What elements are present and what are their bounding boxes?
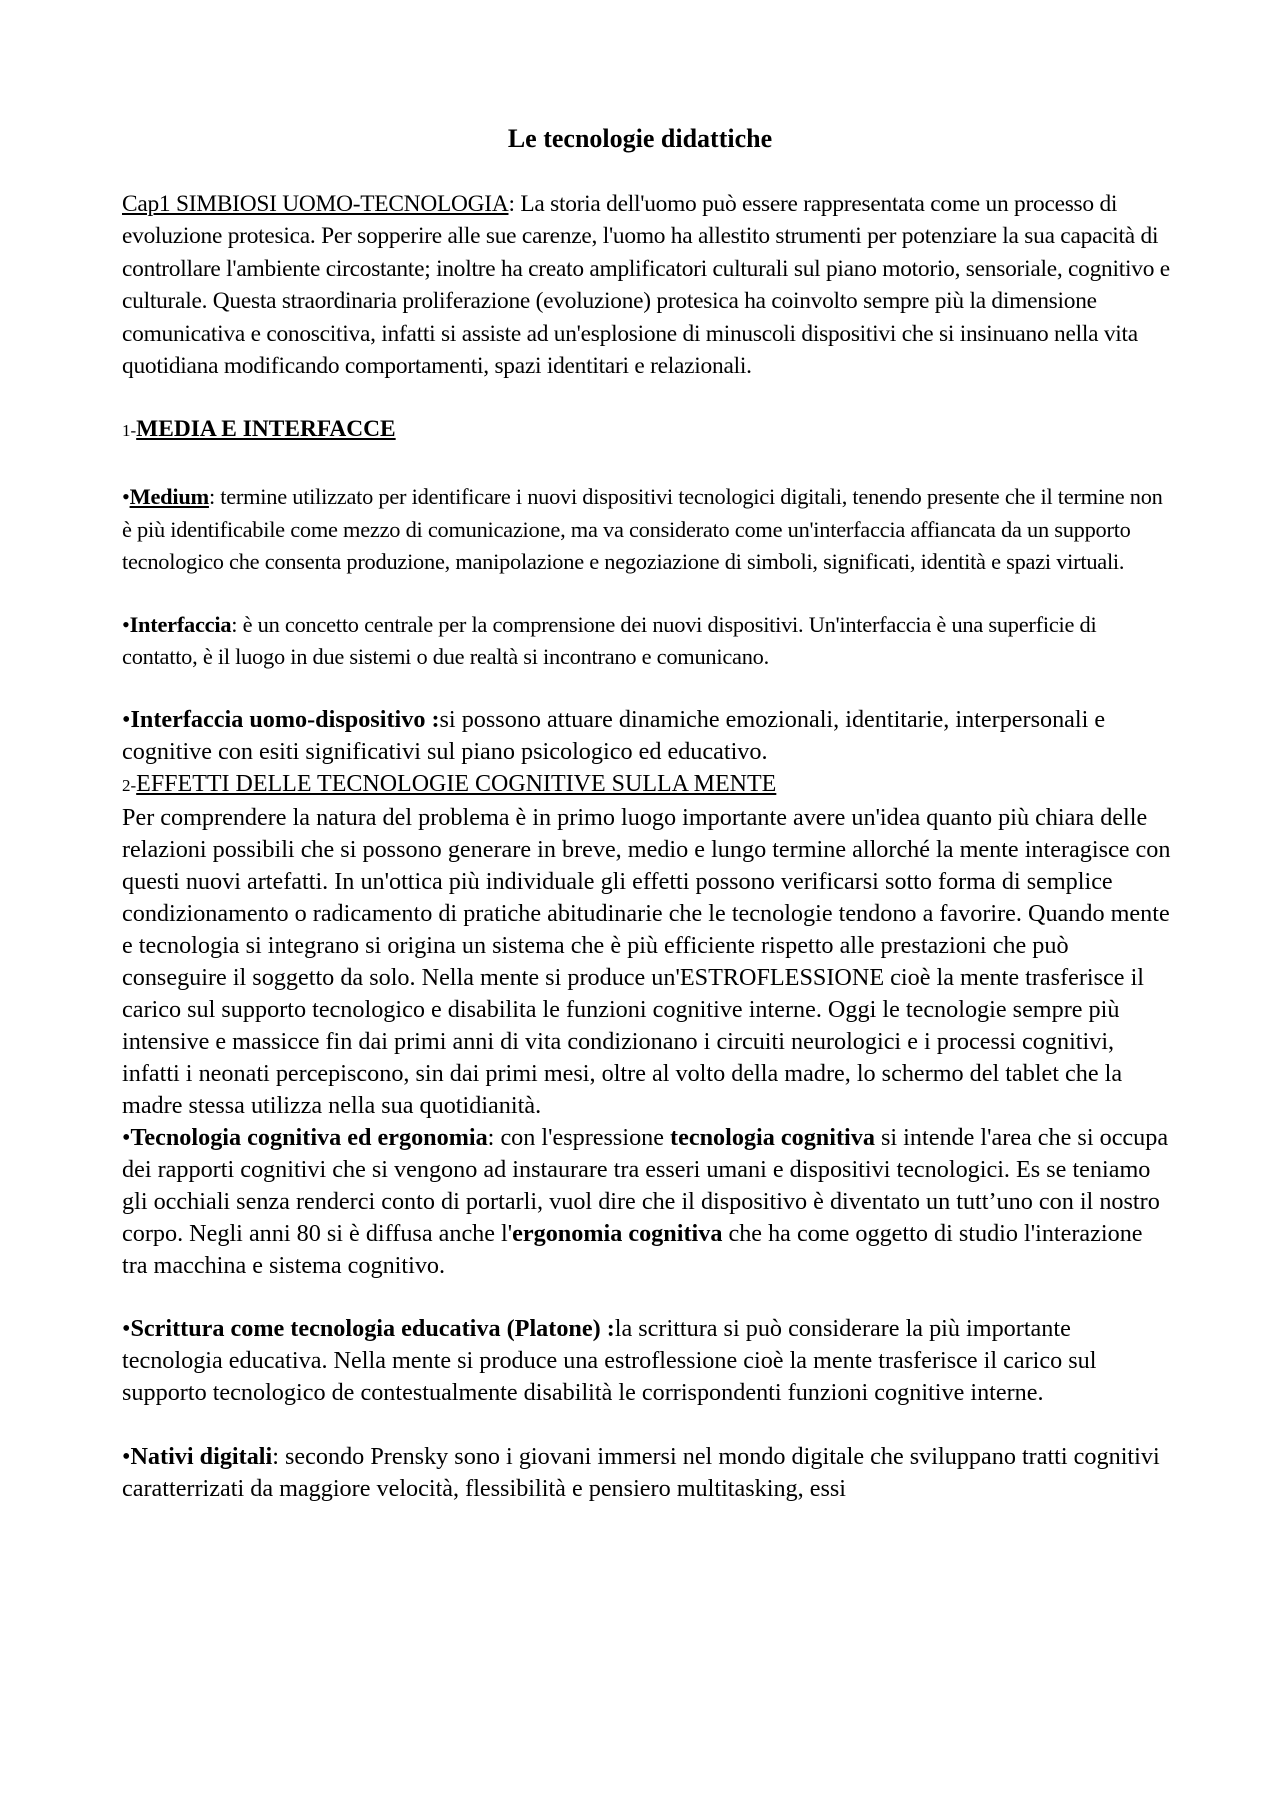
medium-text: : termine utilizzato per identificare i nuovi dispositivi tecnologici digitali, tenendo presente che il termine non è più identificabile come mezzo di comunicazione, ma va considerato come un'interfaccia affiancata da un supporto tecnologico che consenta produzione, manipolazione e negoziazione di simboli, significati, identità e spazi virtuali.: [122, 484, 1163, 575]
scrittura-paragraph: [122, 1313, 1172, 1409]
section1-title: MEDIA E INTERFACCE: [136, 416, 396, 443]
nativi-term: Nativi digitali: [130, 1443, 273, 1471]
tecnologia-cognitiva-paragraph: [122, 1122, 1172, 1282]
bullet-scrittura: •: [122, 1315, 131, 1343]
tecnologia-cognitiva-bold: tecnologia cognitiva: [670, 1124, 875, 1152]
medium-paragraph: [122, 481, 1172, 578]
bullet-interfaccia: •: [122, 611, 130, 637]
cap1-text: : La storia dell'uomo può essere rappresentata come un processo di evoluzione protesica. Per sopperire alle sue carenze, l'uomo ha allestito strumenti per potenziare la sua capacità di controllare l'ambiente circostante; inoltre ha creato amplificatori culturali sul piano motorio, sensoriale, cognitivo e culturale. Questa straordinaria proliferazione (evoluzione) protesica ha coinvolto sempre più la dimensione comunicativa e conoscitiva, infatti si assiste ad un'esplosione di minuscoli dispositivi che si insinuano nella vita quotidiana modificando comportamenti, spazi identitari e relazionali.: [122, 191, 1170, 380]
section2-title: EFFETTI DELLE TECNOLOGIE COGNITIVE SULLA MENTE: [136, 771, 777, 798]
section2-heading: [122, 768, 1172, 802]
cap1-heading: Cap1 SIMBIOSI UOMO-TECNOLOGIA: [122, 191, 509, 217]
tecnologia-text-1: : con l'espressione: [487, 1124, 671, 1152]
scrittura-text: la scrittura si può considerare la più importante tecnologia educativa. Nella mente si produce una estroflessione cioè la mente trasferisce il carico sul supporto tecnologico de contestualmente disabilità le corrispondenti funzioni cognitive interne.: [122, 1315, 1097, 1407]
medium-term: Medium: [129, 484, 209, 510]
interfaccia-uomo-paragraph: [122, 704, 1172, 768]
scrittura-term: Scrittura come tecnologia educativa (Platone) :: [130, 1315, 615, 1343]
bullet-nativi: •: [122, 1443, 131, 1471]
document-body: [122, 188, 1172, 1505]
interfaccia-term: Interfaccia: [129, 611, 232, 637]
document-title: Le tecnologie didattiche: [507, 124, 773, 153]
tecnologia-text-3: che ha come oggetto di studio l'interazione tra macchina e sistema cognitivo.: [122, 1220, 1143, 1280]
interfaccia-uomo-text: si possono attuare dinamiche emozionali, identitarie, interpersonali e cognitive con esiti significativi sul piano psicologico ed educativo.: [122, 706, 1106, 766]
section1-number: 1-: [122, 421, 137, 441]
bullet-interfaccia-uomo: •: [122, 706, 131, 734]
section2-number: 2-: [122, 776, 137, 796]
ergonomia-cognitiva-bold: ergonomia cognitiva: [512, 1220, 723, 1248]
nativi-paragraph: [122, 1441, 1172, 1505]
section2-paragraph: Per comprendere la natura del problema è in primo luogo importante avere un'idea quanto più chiara delle relazioni possibili che si possono generare in breve, medio e lungo termine allorché la mente interagisce con questi nuovi artefatti. In un'ottica più individuale gli effetti possono verificarsi sotto forma di semplice condizionamento o radicamento di pratiche abitudinarie che le tecnologie tendono a favorire. Quando mente e tecnologia si integrano si origina un sistema che è più efficiente rispetto alle prestazioni che può conseguire il soggetto da solo. Nella mente si produce un'ESTROFLESSIONE cioè la mente trasferisce il carico sul supporto tecnologico e disabilita le funzioni cognitive interne. Oggi le tecnologie sempre più intensive e massicce fin dai primi anni di vita condizionano i circuiti neurologici e i processi cognitivi, infatti i neonati percepiscono, sin dai primi mesi, oltre al volto della madre, lo schermo del tablet che la madre stessa utilizza nella sua quotidianità.: [122, 804, 1171, 1120]
bullet-medium: •: [122, 484, 130, 510]
bullet-tecnologia: •: [122, 1124, 131, 1152]
interfaccia-text: : è un concetto centrale per la comprensione dei nuovi dispositivi. Un'interfaccia è una superficie di contatto, è il luogo in due sistemi o due realtà si incontrano e comunicano.: [122, 611, 1097, 670]
nativi-text: : secondo Prensky sono i giovani immersi nel mondo digitale che sviluppano tratti cognitivi caratterrizati da maggiore velocità, flessibilità e pensiero multitasking, essi: [122, 1443, 1160, 1503]
interfaccia-uomo-term: Interfaccia uomo-dispositivo :: [130, 706, 440, 734]
tecnologia-cognitiva-term: Tecnologia cognitiva ed ergonomia: [130, 1124, 488, 1152]
section1-heading: [122, 413, 1172, 447]
interfaccia-paragraph: [122, 609, 1172, 674]
cap1-paragraph: [122, 188, 1172, 382]
tecnologia-text-2: si intende l'area che si occupa dei rapporti cognitivi che si vengono ad instaurare tra esseri umani e dispositivi tecnologici. Es se teniamo gli occhiali senza renderci conto di portarli, vuol dire che il dispositivo è diventato un tutt’uno con il nostro corpo. Negli anni 80 si è diffusa anche l': [122, 1124, 1169, 1248]
